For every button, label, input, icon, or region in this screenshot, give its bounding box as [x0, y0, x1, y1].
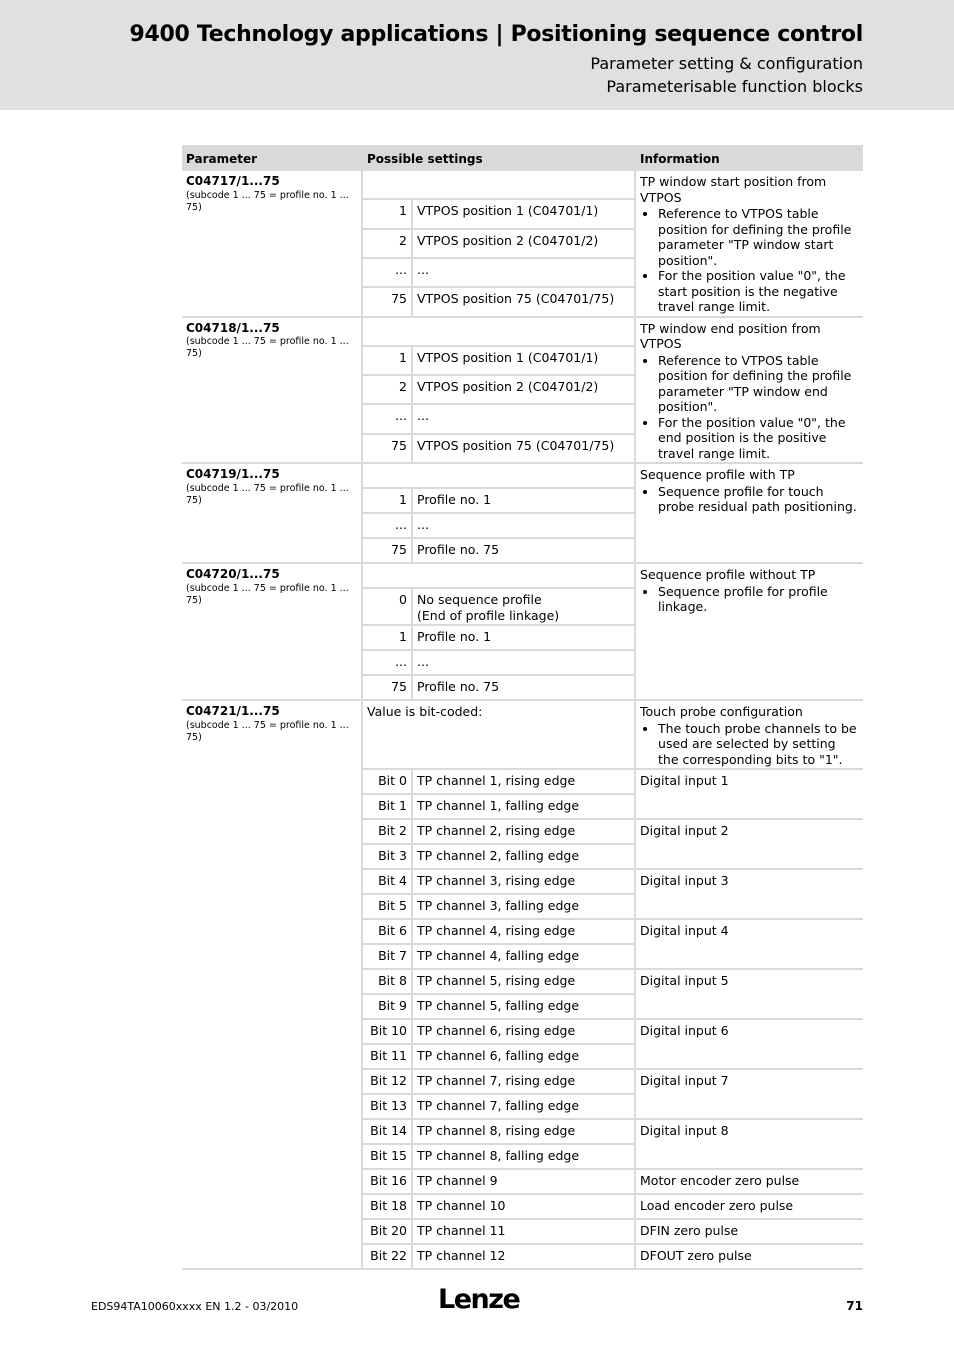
bit-meaning: TP channel 1, rising edge — [413, 770, 636, 795]
setting-label: ... — [413, 259, 636, 288]
bit-meaning: TP channel 7, falling edge — [413, 1095, 636, 1120]
input-info: Digital input 7 — [636, 1070, 863, 1120]
bit-meaning: TP channel 1, falling edge — [413, 795, 636, 820]
setting-value: 1 — [363, 200, 413, 229]
info-list — [640, 721, 859, 768]
setting-label — [413, 589, 636, 626]
bit-number: Bit 13 — [363, 1095, 413, 1120]
channel-info: Load encoder zero pulse — [636, 1195, 863, 1220]
param-subcode-note: (subcode 1 ... 75 = profile no. 1 ... 75) — [186, 719, 349, 743]
bit-number: Bit 1 — [363, 795, 413, 820]
setting-label: VTPOS position 1 (C04701/1) — [413, 200, 636, 229]
info-bullet: • Reference to VTPOS table position for defining the profile parameter "TP window start position". — [658, 206, 859, 268]
bit-number: Bit 5 — [363, 895, 413, 920]
info-bullet: • Sequence profile for profile linkage. — [658, 584, 859, 615]
bit-number: Bit 6 — [363, 920, 413, 945]
param-code: C04720/1...75 — [186, 567, 280, 581]
input-info: Digital input 6 — [636, 1020, 863, 1070]
param-cell-c04719 — [182, 464, 363, 564]
setting-label-line1: No sequence profile — [417, 592, 542, 607]
settings-blank — [363, 171, 636, 200]
setting-label: VTPOS position 2 (C04701/2) — [413, 230, 636, 259]
param-subcode-note: (subcode 1 ... 75 = profile no. 1 ... 75) — [186, 482, 349, 506]
header-information: Information — [636, 145, 863, 171]
page-subtitle-1: Parameter setting & configuration — [590, 54, 863, 73]
setting-label: Profile no. 75 — [413, 676, 636, 701]
bit-number: Bit 2 — [363, 820, 413, 845]
setting-label: ... — [413, 405, 636, 434]
info-title: TP window start position from VTPOS — [640, 174, 827, 205]
bit-number: Bit 14 — [363, 1120, 413, 1145]
bit-number: Bit 8 — [363, 970, 413, 995]
setting-label: VTPOS position 75 (C04701/75) — [413, 435, 636, 464]
bit-number: Bit 11 — [363, 1045, 413, 1070]
settings-blank — [363, 564, 636, 589]
bit-number: Bit 10 — [363, 1020, 413, 1045]
bit-meaning: TP channel 2, falling edge — [413, 845, 636, 870]
param-subcode-note: (subcode 1 ... 75 = profile no. 1 ... 75) — [186, 336, 349, 359]
setting-label: VTPOS position 75 (C04701/75) — [413, 288, 636, 317]
param-code: C04717/1...75 — [186, 174, 280, 188]
page-title: 9400 Technology applications | Positioning sequence control — [129, 22, 863, 47]
param-subcode-note: (subcode 1 ... 75 = profile no. 1 ... 75) — [186, 582, 349, 606]
setting-label: ... — [413, 651, 636, 676]
info-cell-c04718 — [636, 318, 863, 465]
bit-meaning: TP channel 6, rising edge — [413, 1020, 636, 1045]
bit-meaning: TP channel 12 — [413, 1245, 636, 1270]
bit-meaning: TP channel 3, rising edge — [413, 870, 636, 895]
header-possible-settings: Possible settings — [363, 145, 636, 171]
input-info: Digital input 8 — [636, 1120, 863, 1170]
setting-label: Profile no. 75 — [413, 539, 636, 564]
param-code: C04719/1...75 — [186, 467, 280, 481]
lenze-logo: Lenze — [438, 1284, 520, 1315]
info-list — [640, 206, 859, 315]
param-cell-c04717 — [182, 171, 363, 318]
bit-number: Bit 22 — [363, 1245, 413, 1270]
setting-label: VTPOS position 1 (C04701/1) — [413, 347, 636, 376]
param-subcode-note: (subcode 1 ... 75 = profile no. 1 ... 75) — [186, 189, 349, 213]
info-bullet: • Sequence profile for touch probe residual path positioning. — [658, 484, 859, 515]
setting-value: 2 — [363, 376, 413, 405]
input-info: Digital input 1 — [636, 770, 863, 820]
setting-label: ... — [413, 514, 636, 539]
header-parameter: Parameter — [182, 145, 363, 171]
setting-value: ... — [363, 514, 413, 539]
bit-meaning: TP channel 4, rising edge — [413, 920, 636, 945]
setting-value: 75 — [363, 288, 413, 317]
table-header-row — [182, 145, 863, 171]
setting-value: 75 — [363, 435, 413, 464]
param-code: C04721/1...75 — [186, 704, 280, 718]
setting-value: 2 — [363, 230, 413, 259]
setting-value: 75 — [363, 539, 413, 564]
setting-value: 1 — [363, 489, 413, 514]
setting-value: 1 — [363, 626, 413, 651]
bit-meaning: TP channel 6, falling edge — [413, 1045, 636, 1070]
info-bullet: • For the position value "0", the end position is the positive travel range limit. — [658, 415, 859, 462]
setting-value: ... — [363, 651, 413, 676]
table-row — [182, 564, 863, 589]
channel-info: Motor encoder zero pulse — [636, 1170, 863, 1195]
table-row — [182, 701, 863, 770]
bit-meaning: TP channel 2, rising edge — [413, 820, 636, 845]
input-info: Digital input 4 — [636, 920, 863, 970]
bit-meaning: TP channel 3, falling edge — [413, 895, 636, 920]
bit-number: Bit 20 — [363, 1220, 413, 1245]
page-subtitle-2: Parameterisable function blocks — [606, 77, 863, 96]
param-cell-c04718 — [182, 318, 363, 465]
setting-value: ... — [363, 405, 413, 434]
info-bullet: • Reference to VTPOS table position for defining the profile parameter "TP window end position". — [658, 353, 859, 415]
input-info: Digital input 5 — [636, 970, 863, 1020]
param-code: C04718/1...75 — [186, 320, 280, 335]
bit-number: Bit 12 — [363, 1070, 413, 1095]
settings-blank — [363, 464, 636, 489]
bit-meaning: TP channel 7, rising edge — [413, 1070, 636, 1095]
param-cell-c04721 — [182, 701, 363, 1270]
setting-value: ... — [363, 259, 413, 288]
info-title: Sequence profile without TP — [640, 567, 816, 582]
bit-meaning: TP channel 5, falling edge — [413, 995, 636, 1020]
bit-number: Bit 15 — [363, 1145, 413, 1170]
info-title: Touch probe configuration — [640, 704, 803, 719]
channel-info: DFIN zero pulse — [636, 1220, 863, 1245]
channel-info: DFOUT zero pulse — [636, 1245, 863, 1270]
info-title: Sequence profile with TP — [640, 467, 795, 482]
input-info: Digital input 2 — [636, 820, 863, 870]
footer-doc-id: EDS94TA10060xxxx EN 1.2 - 03/2010 — [91, 1300, 299, 1313]
bit-number: Bit 4 — [363, 870, 413, 895]
info-bullet: • The touch probe channels to be used are selected by setting the corresponding bits to "1". — [658, 721, 859, 768]
info-cell-c04719 — [636, 464, 863, 564]
header-band — [0, 0, 954, 110]
info-list — [640, 584, 859, 615]
info-list — [640, 353, 859, 462]
info-list — [640, 484, 859, 515]
setting-label: VTPOS position 2 (C04701/2) — [413, 376, 636, 405]
bit-meaning: TP channel 8, falling edge — [413, 1145, 636, 1170]
setting-value: 75 — [363, 676, 413, 701]
bit-meaning: TP channel 10 — [413, 1195, 636, 1220]
table-row — [182, 318, 863, 347]
bit-meaning: TP channel 5, rising edge — [413, 970, 636, 995]
bit-number: Bit 0 — [363, 770, 413, 795]
settings-blank — [363, 318, 636, 347]
bit-number: Bit 9 — [363, 995, 413, 1020]
parameter-table — [182, 145, 863, 1270]
info-cell-c04721 — [636, 701, 863, 770]
value-note: Value is bit-coded: — [363, 701, 636, 770]
info-cell-c04720 — [636, 564, 863, 701]
bit-number: Bit 3 — [363, 845, 413, 870]
bit-number: Bit 16 — [363, 1170, 413, 1195]
param-cell-c04720 — [182, 564, 363, 701]
table-row — [182, 171, 863, 200]
info-title: TP window end position from VTPOS — [640, 320, 821, 351]
bit-number: Bit 18 — [363, 1195, 413, 1220]
setting-value: 1 — [363, 347, 413, 376]
setting-label: Profile no. 1 — [413, 489, 636, 514]
table-row — [182, 464, 863, 489]
bit-meaning: TP channel 11 — [413, 1220, 636, 1245]
bit-meaning: TP channel 4, falling edge — [413, 945, 636, 970]
bit-meaning: TP channel 9 — [413, 1170, 636, 1195]
setting-value: 0 — [363, 589, 413, 626]
bit-number: Bit 7 — [363, 945, 413, 970]
setting-label: Profile no. 1 — [413, 626, 636, 651]
setting-label-line2: (End of profile linkage) — [417, 607, 560, 623]
bit-meaning: TP channel 8, rising edge — [413, 1120, 636, 1145]
info-cell-c04717 — [636, 171, 863, 318]
info-bullet: • For the position value "0", the start position is the negative travel range limit. — [658, 268, 859, 315]
page-number: 71 — [846, 1299, 863, 1313]
input-info: Digital input 3 — [636, 870, 863, 920]
